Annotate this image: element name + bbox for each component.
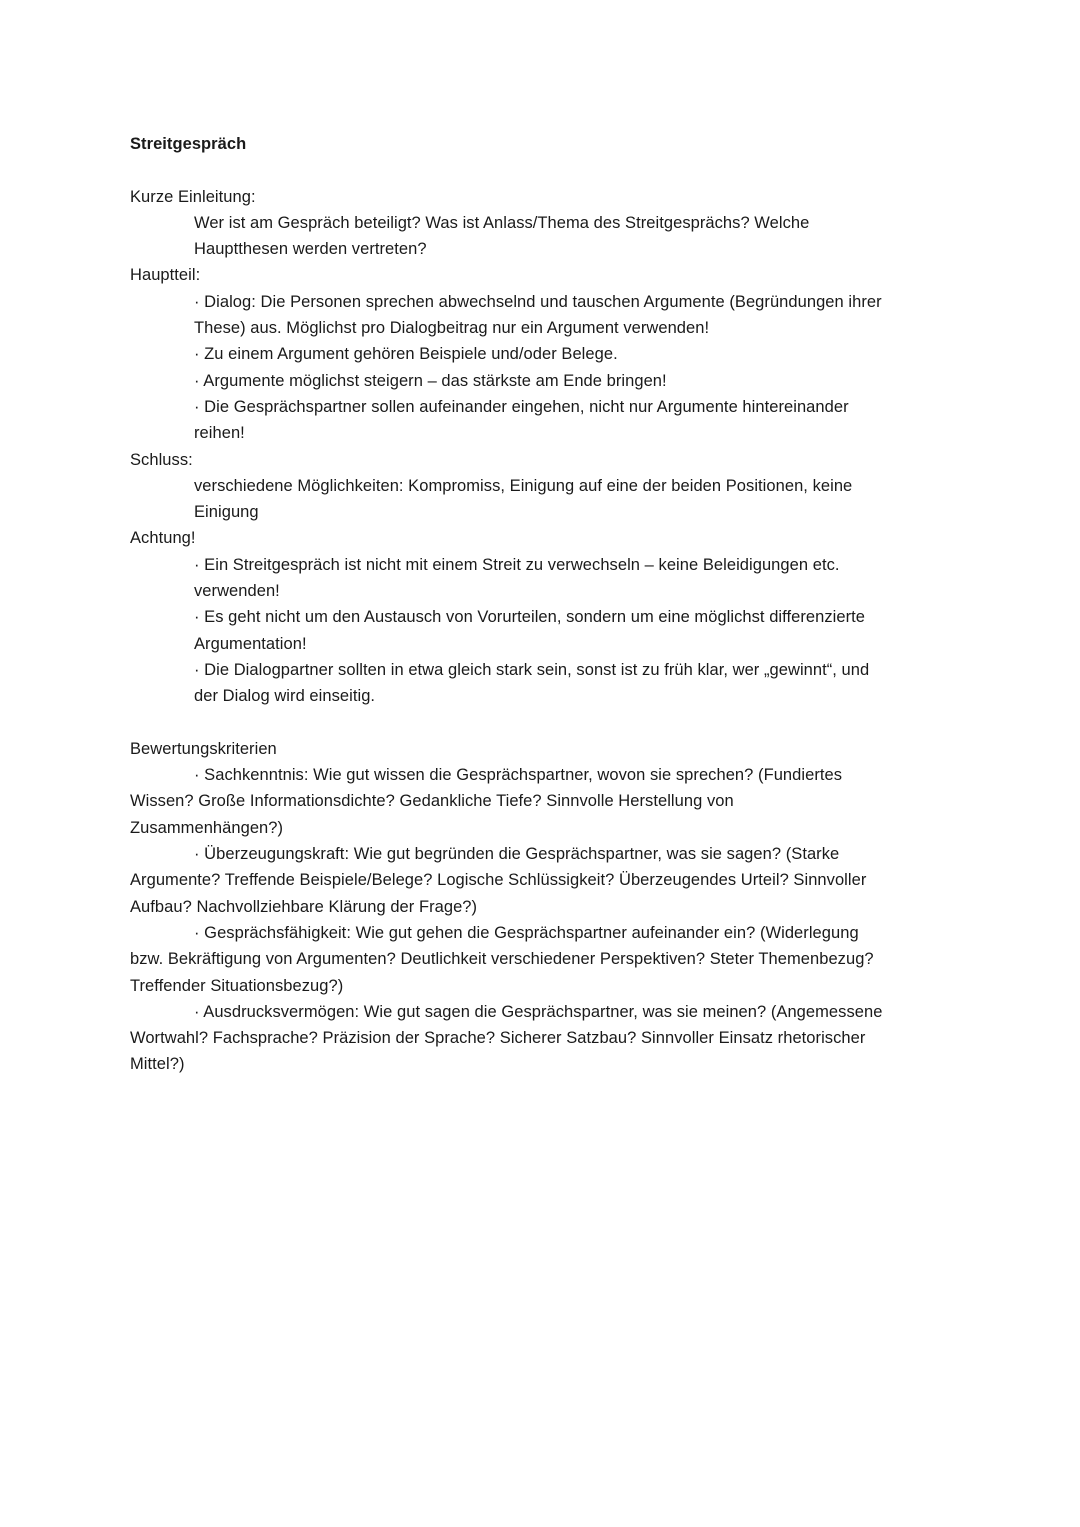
heading-bewertung: Bewertungskriterien <box>130 739 277 758</box>
heading-hauptteil: Hauptteil: <box>130 266 201 285</box>
achtung-list <box>130 552 890 710</box>
heading-einleitung: Kurze Einleitung: <box>130 187 256 206</box>
hauptteil-list <box>130 289 890 447</box>
bewertung-item: · Überzeugungskraft: Wie gut begründen die Gesprächspartner, was sie sagen? (Starke Argumente? Treffende Beispiele/Belege? Logische Schlüssigkeit? Überzeugendes Urteil? Sinnvoller Aufbau? Nachvollziehbare Klärung der Frage?) <box>130 845 867 916</box>
bewertung-item: · Sachkenntnis: Wie gut wissen die Gesprächspartner, wovon sie sprechen? (Fundiertes Wissen? Große Informationsdichte? Gedankliche Tiefe? Sinnvolle Herstellung von Zusammenhängen?) <box>130 766 843 837</box>
document-page <box>130 131 890 1078</box>
heading-achtung: Achtung! <box>130 529 196 548</box>
schluss-text: verschiedene Möglichkeiten: Kompromiss, Einigung auf eine der beiden Positionen, keine Einigung <box>194 476 853 522</box>
einleitung-text: Wer ist am Gespräch beteiligt? Was ist Anlass/Thema des Streitgesprächs? Welche Hauptthesen werden vertreten? <box>194 213 810 259</box>
hauptteil-item: · Zu einem Argument gehören Beispiele und/oder Belege. <box>194 345 618 364</box>
bewertung-item: · Ausdrucksvermögen: Wie gut sagen die Gesprächspartner, was sie meinen? (Angemessene Wortwahl? Fachsprache? Präzision der Sprache? Sicherer Satzbau? Sinnvoller Einsatz rhetorischer Mittel?) <box>130 1002 883 1074</box>
bewertung-list <box>130 762 890 1078</box>
heading-schluss: Schluss: <box>130 450 193 469</box>
document-title: Streitgespräch <box>130 135 247 153</box>
hauptteil-item: · Argumente möglichst steigern – das stärkste am Ende bringen! <box>194 371 667 390</box>
einleitung-body <box>130 210 890 263</box>
schluss-body <box>130 473 890 526</box>
bewertung-item: · Gesprächsfähigkeit: Wie gut gehen die Gesprächspartner aufeinander ein? (Widerlegung bzw. Bekräftigung von Argumenten? Deutlichkeit verschiedener Perspektiven? Steter Themenbezug? Treffender Situationsbezug?) <box>130 923 874 995</box>
achtung-item: · Ein Streitgespräch ist nicht mit einem Streit zu verwechseln – keine Beleidigungen etc. verwenden! <box>194 555 840 601</box>
achtung-item: · Die Dialogpartner sollten in etwa gleich stark sein, sonst ist zu früh klar, wer „gewinnt“, und der Dialog wird einseitig. <box>194 660 870 706</box>
hauptteil-item: · Die Gesprächspartner sollen aufeinander eingehen, nicht nur Argumente hintereinander reihen! <box>194 397 849 443</box>
achtung-item: · Es geht nicht um den Austausch von Vorurteilen, sondern um eine möglichst differenzierte Argumentation! <box>194 608 865 653</box>
hauptteil-item: · Dialog: Die Personen sprechen abwechselnd und tauschen Argumente (Begründungen ihrer These) aus. Möglichst pro Dialogbeitrag nur ein Argument verwenden! <box>194 292 882 338</box>
